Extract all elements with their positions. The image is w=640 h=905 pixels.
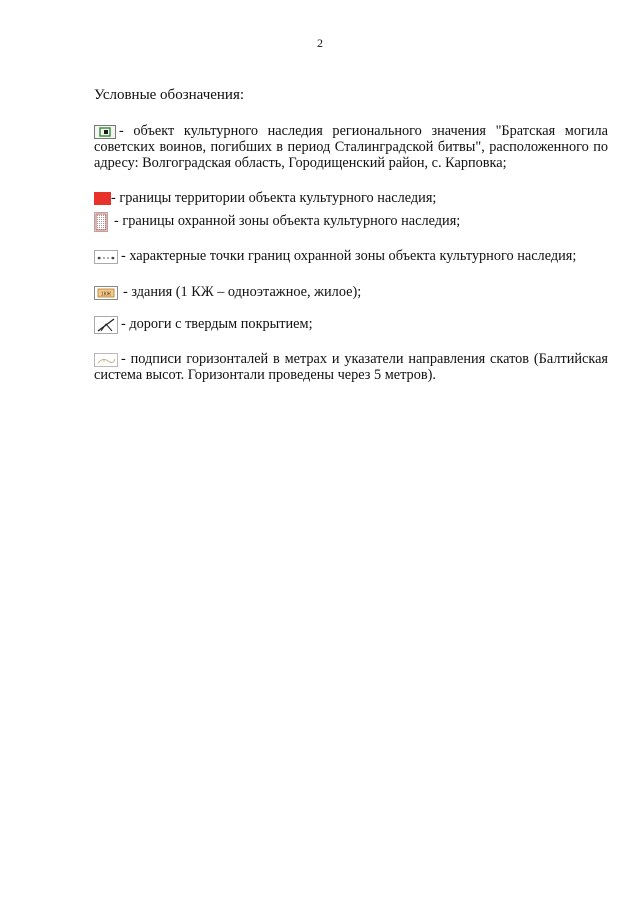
legend-item-text: - границы охранной зоны объекта культурного наследия; [114, 213, 461, 229]
legend-item-contours [94, 351, 608, 383]
contour-icon [94, 353, 118, 367]
legend-item-road [94, 316, 614, 334]
boundary-points-icon [94, 250, 118, 264]
legend-title: Условные обозначения: [94, 87, 245, 103]
road-icon [94, 316, 118, 334]
legend-item-protection-zone [94, 212, 614, 232]
legend-item-monument [94, 123, 608, 171]
legend-item-text: - объект культурного наследия регионального значения "Братская могила советских воинов, погибших в период Сталинградской битвы", расположенного по адресу: Волгоградская область, Городищенский район, с. Карповка; [94, 123, 608, 171]
legend-item-text: - дороги с твердым покрытием; [121, 316, 313, 332]
red-boundary-icon [94, 192, 111, 205]
legend-item-text: - границы территории объекта культурного наследия; [111, 190, 437, 206]
hatched-zone-icon [94, 212, 108, 232]
legend-item-text: - здания (1 КЖ – одноэтажное, жилое); [123, 284, 362, 300]
legend-item-boundary-points [94, 248, 614, 264]
svg-text:1КЖ: 1КЖ [100, 291, 112, 298]
page-number: 2 [317, 36, 323, 50]
legend-item-text: - подписи горизонталей в метрах и указатели направления скатов (Балтийская система высот. Горизонтали проведены через 5 метров). [94, 351, 608, 383]
legend-item-text: - характерные точки границ охранной зоны объекта культурного наследия; [121, 248, 577, 264]
building-icon [94, 286, 118, 300]
monument-icon [94, 125, 116, 139]
legend-item-building [94, 284, 614, 300]
legend-item-territory-boundary [94, 190, 614, 206]
